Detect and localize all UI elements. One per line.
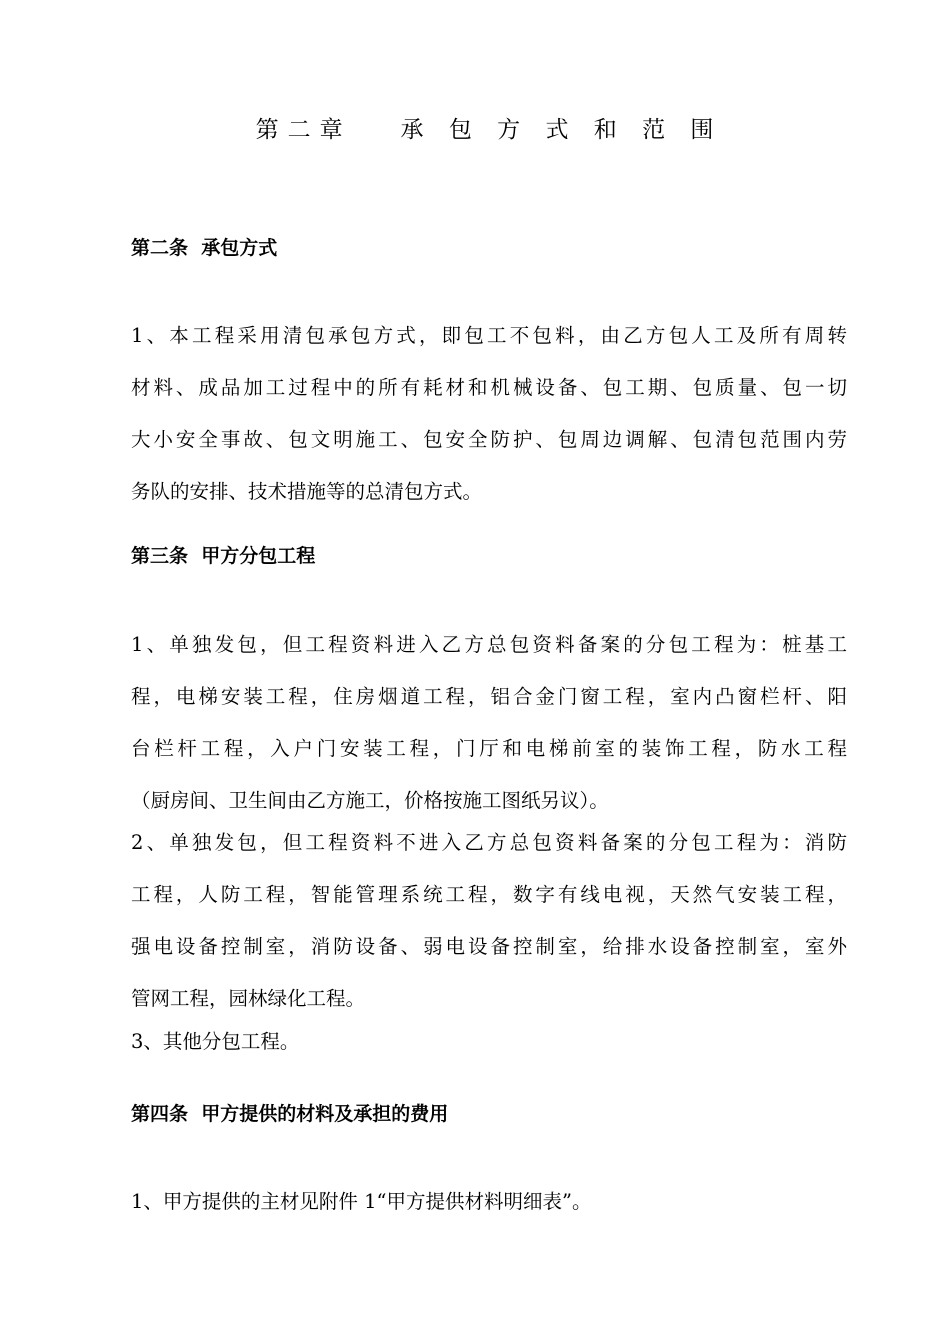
- paragraph-materials-1: [131, 1176, 847, 1228]
- paragraph-line: 3、其他分包工程。: [131, 1030, 300, 1053]
- section-heading-article-4: 第四条 甲方提供的材料及承担的费用: [131, 1103, 449, 1125]
- paragraph-line: 大小安全事故、包文明施工、包安全防护、包周边调解、包清包范围内劳: [131, 428, 847, 451]
- paragraph-line: 务队的安排、技术措施等的总清包方式。: [131, 480, 483, 503]
- paragraph-contract-method: [131, 310, 847, 518]
- paragraph-line: 管网工程，园林绿化工程。: [131, 987, 366, 1010]
- paragraph-line: 1、甲方提供的主材见附件 1“甲方提供材料明细表”。: [131, 1190, 592, 1213]
- section-heading-article-3: 第三条 甲方分包工程: [131, 545, 316, 567]
- paragraph-line: 程，电梯安装工程，住房烟道工程，铝合金门窗工程，室内凸窗栏杆、阳: [131, 685, 847, 708]
- section-heading-article-2: 第二条 承包方式: [131, 237, 278, 259]
- paragraph-line: 1、本工程采用清包承包方式，即包工不包料，由乙方包人工及所有周转: [131, 324, 847, 347]
- paragraph-line: 工程，人防工程，智能管理系统工程，数字有线电视，天然气安装工程，: [131, 883, 847, 906]
- paragraph-subcontract-2: [131, 817, 847, 1025]
- paragraph-line: 台栏杆工程，入户门安装工程，门厅和电梯前室的装饰工程，防水工程: [131, 737, 847, 760]
- paragraph-line: （厨房间、卫生间由乙方施工，价格按施工图纸另议）。: [131, 789, 609, 812]
- paragraph-line: 材料、成品加工过程中的所有耗材和机械设备、包工期、包质量、包一切: [131, 376, 847, 399]
- paragraph-subcontract-3: [131, 1016, 847, 1068]
- paragraph-subcontract-1: [131, 619, 847, 827]
- paragraph-line: 1、单独发包，但工程资料进入乙方总包资料备案的分包工程为：桩基工: [131, 633, 847, 656]
- paragraph-line: 强电设备控制室，消防设备、弱电设备控制室，给排水设备控制室，室外: [131, 935, 847, 958]
- chapter-title: 第二章 承 包 方 式 和 范 围: [255, 117, 723, 143]
- paragraph-line: 2、单独发包，但工程资料不进入乙方总包资料备案的分包工程为：消防: [131, 831, 847, 854]
